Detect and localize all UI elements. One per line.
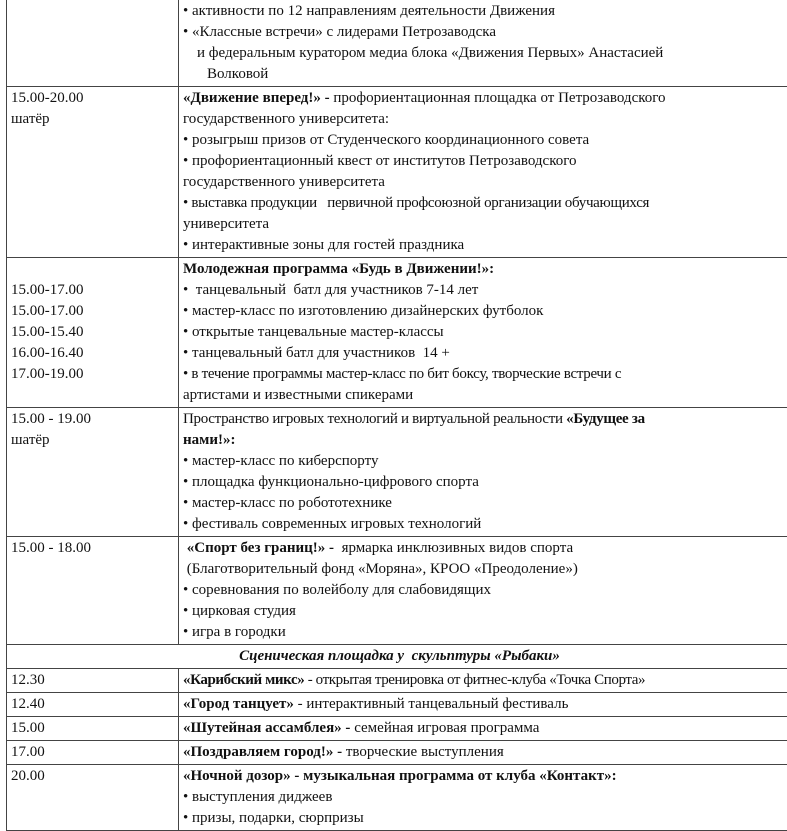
event-title: «Движение вперед!» - — [183, 90, 330, 106]
event-title: «Поздравляем город!» - — [183, 744, 342, 760]
list-item: • мастер-класс по изготовлению дизайнерских футболок — [183, 301, 787, 322]
time-value — [11, 259, 174, 280]
event-title: «Спорт без границ!» - — [183, 540, 334, 556]
description-cell — [179, 765, 787, 831]
event-subtitle: ярмарка инклюзивных видов спорта — [334, 540, 573, 556]
event-title: «Карибский микс» — [183, 672, 304, 688]
event-title: «Шутейная ассамблея» - — [183, 720, 350, 736]
event-subtitle: семейная игровая программа — [350, 720, 539, 736]
list-item: • открытые танцевальные мастер-классы — [183, 322, 787, 343]
description-cell — [179, 741, 787, 765]
time-value: 16.00-16.40 — [11, 343, 174, 364]
table-row — [7, 669, 787, 693]
description-cell — [179, 258, 787, 408]
list-item-continuation: государственного университета: — [183, 109, 787, 130]
description-cell — [179, 0, 787, 87]
time-value: 15.00-15.40 — [11, 322, 174, 343]
time-cell: 12.40 — [7, 693, 179, 717]
event-title: «Город танцует» — [183, 696, 294, 712]
list-item: • в течение программы мастер-класс по бит боксу, творческие встречи с — [183, 364, 787, 385]
table-row — [7, 717, 787, 741]
list-item-continuation: Волковой — [183, 64, 787, 85]
time-value: 15.00 - 19.00 — [11, 409, 174, 430]
event-subtitle: - открытая тренировка от фитнес-клуба «Точка Спорта» — [304, 672, 645, 688]
description-cell — [179, 408, 787, 537]
time-cell — [7, 0, 179, 87]
list-item: • выставка продукции первичной профсоюзной организации обучающихся — [183, 193, 787, 214]
event-title-continuation: нами!»: — [183, 430, 787, 451]
time-value: 17.00-19.00 — [11, 364, 174, 385]
description-cell — [179, 537, 787, 645]
time-cell — [7, 408, 179, 537]
table-row — [7, 408, 787, 537]
list-item: • интерактивные зоны для гостей праздника — [183, 235, 787, 256]
section-header-row — [7, 645, 787, 669]
description-cell — [179, 669, 787, 693]
list-item: • танцевальный батл для участников 7-14 лет — [183, 280, 787, 301]
list-item: • «Классные встречи» с лидерами Петрозаводска — [183, 22, 787, 43]
list-item: • фестиваль современных игровых технологий — [183, 514, 787, 535]
time-value: 20.00 — [11, 766, 174, 787]
time-cell — [7, 258, 179, 408]
list-item: • выступления диджеев — [183, 787, 787, 808]
table-row — [7, 258, 787, 408]
list-item-continuation: (Благотворительный фонд «Моряна», КРОО «Преодоление») — [183, 559, 787, 580]
event-title: Молодежная программа «Будь в Движении!»: — [183, 259, 787, 280]
schedule-table — [6, 0, 787, 831]
list-item-continuation: государственного университета — [183, 172, 787, 193]
list-item: • мастер-класс по робототехнике — [183, 493, 787, 514]
time-value: 15.00-17.00 — [11, 301, 174, 322]
table-row — [7, 741, 787, 765]
list-item-continuation: университета — [183, 214, 787, 235]
list-item: • активности по 12 направлениям деятельности Движения — [183, 1, 787, 22]
time-value: 15.00 - 18.00 — [11, 538, 174, 559]
list-item: • профориентационный квест от институтов Петрозаводского — [183, 151, 787, 172]
table-row — [7, 0, 787, 87]
event-intro: Пространство игровых технологий и виртуальной реальности — [183, 411, 566, 427]
event-subtitle: профориентационная площадка от Петрозаводского — [330, 90, 666, 106]
list-item: • площадка функционально-цифрового спорта — [183, 472, 787, 493]
event-title: «Будущее за — [566, 411, 645, 427]
table-row — [7, 537, 787, 645]
table-row — [7, 765, 787, 831]
table-row — [7, 87, 787, 258]
list-item: • розыгрыш призов от Студенческого координационного совета — [183, 130, 787, 151]
list-item-continuation: артистами и известными спикерами — [183, 385, 787, 406]
time-value: 15.00-20.00 — [11, 88, 174, 109]
list-item-continuation: и федеральным куратором медиа блока «Движения Первых» Анастасией — [183, 43, 787, 64]
event-subtitle: творческие выступления — [342, 744, 504, 760]
description-cell — [179, 717, 787, 741]
list-item: • цирковая студия — [183, 601, 787, 622]
time-cell: 15.00 — [7, 717, 179, 741]
description-cell — [179, 693, 787, 717]
time-value: 15.00-17.00 — [11, 280, 174, 301]
description-cell — [179, 87, 787, 258]
event-title: «Ночной дозор» - музыкальная программа от клуба «Контакт»: — [183, 766, 787, 787]
section-title: Сценическая площадка у скульптуры «Рыбаки» — [7, 645, 787, 669]
event-subtitle: - интерактивный танцевальный фестиваль — [294, 696, 569, 712]
list-item: • мастер-класс по киберспорту — [183, 451, 787, 472]
list-item: • соревнования по волейболу для слабовидящих — [183, 580, 787, 601]
time-cell — [7, 87, 179, 258]
time-cell: 12.30 — [7, 669, 179, 693]
table-row — [7, 693, 787, 717]
list-item: • призы, подарки, сюрпризы — [183, 808, 787, 829]
list-item: • игра в городки — [183, 622, 787, 643]
list-item: • танцевальный батл для участников 14 + — [183, 343, 787, 364]
location-value: шатёр — [11, 430, 174, 451]
time-cell: 17.00 — [7, 741, 179, 765]
location-value: шатёр — [11, 109, 174, 130]
time-cell — [7, 765, 179, 831]
time-cell — [7, 537, 179, 645]
